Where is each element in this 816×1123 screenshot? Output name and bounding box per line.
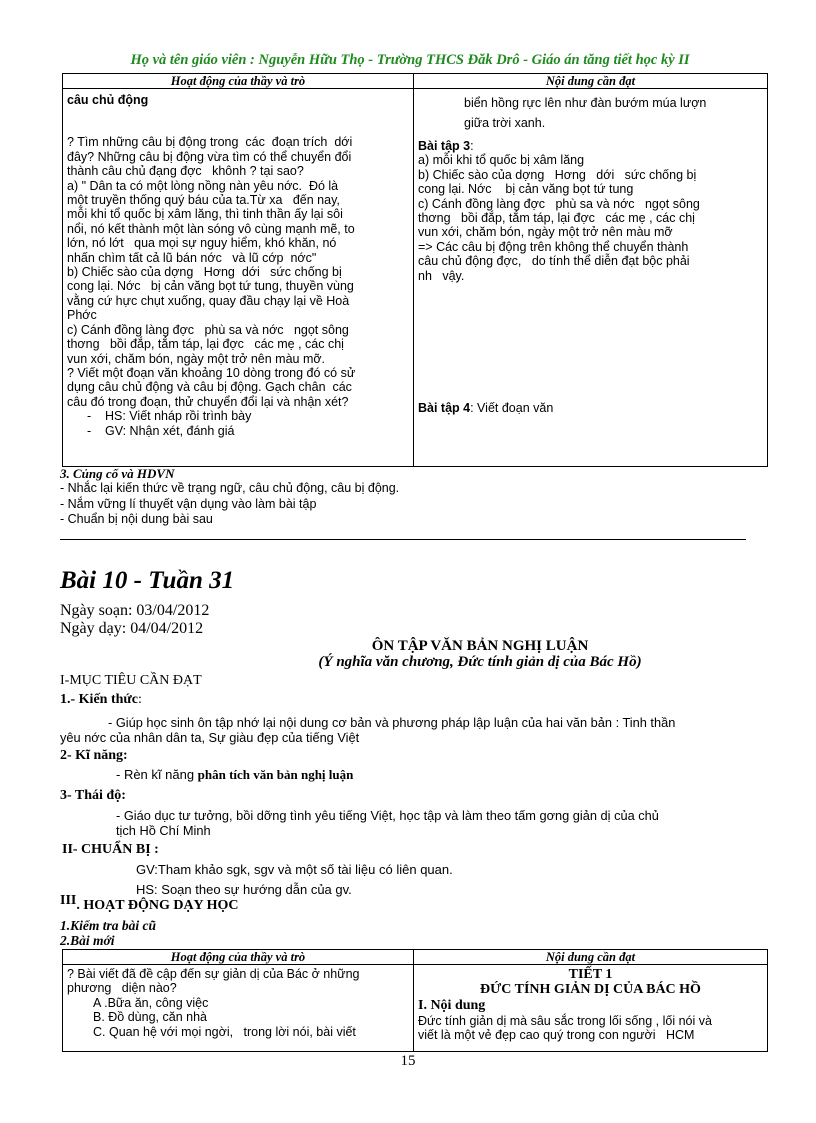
bt3-label: Bài tập 3: [418, 139, 471, 153]
subtitle: (Ý nghĩa văn chương, Đức tính giản dị của Bác Hồ): [318, 654, 642, 670]
bt3-heading: [418, 139, 763, 153]
tiet-label: TIẾT 1: [568, 967, 613, 982]
table2-left-line: phương diện nào?: [67, 981, 177, 996]
right-line: vun xới, chăm bón, ngày một trở nên màu mỡ: [418, 225, 673, 240]
left-line: dụng câu chủ động và câu bị động. Gạch chân các: [67, 380, 352, 395]
bullet-dash: -: [87, 409, 92, 424]
right-line: c) Cánh đồng làng đợc phù sa và nớc ngọt sông: [418, 196, 700, 211]
attitude-heading: 3- Thái độ:: [60, 788, 126, 803]
section-label: I. Nội dung: [418, 998, 486, 1013]
right-lines: [418, 153, 763, 283]
activity-table-1: [62, 73, 768, 467]
knowledge-line-2: yêu nớc của nhân dân ta, Sự giàu đẹp của tiếng Việt: [60, 730, 360, 745]
left-line: thơng bồi đắp, tắm táp, lại đợc các mẹ , các chị: [67, 337, 344, 352]
left-line: nổi, nó kết thành một làn sóng vô cùng mạnh mẽ, to: [67, 221, 355, 236]
table2-left-line: C. Quan hệ với mọi ngời, trong lời nói, bài viết: [93, 1024, 356, 1039]
consolidation-item: - Chuẩn bị nội dung bài sau: [60, 512, 213, 526]
table1-left-cell: [63, 89, 414, 467]
table2-left-line: B. Đồ dùng, căn nhà: [93, 1010, 207, 1025]
left-line: đây? Những câu bị động vừa tìm có thể chuyển đổi: [67, 149, 352, 164]
table2-right-cell: [414, 965, 768, 1052]
skills-bold: phân tích văn bản nghị luận: [197, 767, 354, 782]
left-line: ? Viết một đoạn văn khoảng 10 dòng trong đó có sử: [67, 365, 356, 380]
lesson-title: Bài 10 - Tuần 31: [60, 567, 235, 594]
right-line: thơng bồi đắp, tắm táp, lại đợc các mẹ , các chị: [418, 211, 695, 226]
left-line: một truyền thống quý báu của ta.Từ xa đến nay,: [67, 193, 340, 208]
left-line: b) Chiếc sào của dợng Hơng dới sức chống bị: [67, 265, 342, 280]
table2-left-cell: [63, 965, 414, 1052]
left-line: vằng cứ hực chụt xuống, quay đầu chạy lại về Hoà: [67, 293, 350, 308]
left-line: Phớc: [67, 308, 97, 323]
table2-left-line: A .Bữa ăn, công việc: [93, 995, 209, 1010]
table2-right-line: viết là một vẻ đẹp cao quý trong con người HCM: [418, 1028, 695, 1043]
right-line: a) mỗi khi tổ quốc bị xâm lăng: [418, 153, 585, 168]
bt4-line: [418, 401, 763, 415]
consolidation-item: - Nhắc lại kiến thức về trạng ngữ, câu chủ động, câu bị động.: [60, 481, 400, 495]
attitude-line-1: - Giáo dục tư tưởng, bồi dỡng tình yêu tiếng Việt, học tập và làm theo tấm gơng giản dị của chủ: [116, 808, 659, 823]
table1-col1-header: Hoạt động của thầy và trò: [63, 74, 414, 89]
table1-right-cell: [414, 89, 768, 467]
bt4-text: : Viết đoạn văn: [470, 401, 554, 416]
activity-table-2: [62, 949, 768, 1052]
main-title: ÔN TẬP VĂN BẢN NGHỊ LUẬN: [371, 638, 589, 654]
knowledge-heading: [60, 692, 142, 708]
right-line: nh vậy.: [418, 268, 465, 283]
knowledge-label: 1.- Kiến thức: [60, 692, 139, 707]
consolidation-item: - Nắm vững lí thuyết vận dụng vào làm bài tập: [60, 496, 317, 511]
left-line: nhấn chìm tất cả lũ bán nớc và lũ cớp nớc": [67, 250, 317, 265]
objectives-heading: I-MỤC TIÊU CẦN ĐẠT: [60, 673, 202, 688]
table2-right-title: ĐỨC TÍNH GIẢN DỊ CỦA BÁC HỒ: [480, 982, 701, 997]
right-line: cong lại. Nớc bị cản văng bọt tứ tung: [418, 182, 634, 197]
table2-right-line: Đức tính giản dị mà sâu sắc trong lối sống , lối nói và: [418, 1014, 712, 1028]
left-title: câu chủ động: [67, 93, 149, 107]
left-line: vun xới, chăm bón, ngày một trở nên màu mỡ.: [67, 351, 326, 366]
bt3-colon: :: [470, 139, 474, 153]
activities-heading: [60, 893, 239, 914]
date-prepared: Ngày soạn: 03/04/2012: [60, 602, 210, 619]
bt4-label: Bài tập 4: [418, 401, 471, 416]
right-top-lines: [418, 93, 763, 133]
left-line: lớn, nó lớt qua mọi sự nguy hiểm, khó khăn, nó: [67, 236, 337, 251]
bullet-text: GV: Nhận xét, đánh giá: [105, 423, 235, 438]
knowledge-colon: :: [138, 692, 142, 707]
consolidation-title: 3. Củng cố và HDVN: [60, 466, 175, 481]
left-line: cong lại. Nớc bị cản văng bọt tứ tung, thuyền vùng: [67, 279, 354, 294]
activities-sub2: 2.Bài mới: [60, 933, 115, 948]
table2-col2-header: Nội dung cần đạt: [414, 950, 768, 965]
activities-roman: III: [60, 893, 77, 908]
left-lines: [67, 135, 409, 409]
prep-gv: GV:Tham khảo sgk, sgv và một số tài liệu có liên quan.: [136, 862, 453, 877]
left-line: câu đó trong đoạn, thử chuyển đổi lại và nhận xét?: [67, 394, 349, 409]
table2-left-line: ? Bài viết đã đề cập đến sự giản dị của Bác ở những: [67, 967, 360, 981]
skills-prefix: - Rèn kĩ năng: [116, 767, 198, 782]
attitude-line-2: tịch Hồ Chí Minh: [116, 823, 211, 838]
skills-line: [116, 767, 353, 782]
left-bullet: [87, 409, 409, 423]
consolidation-section: [60, 466, 399, 528]
table2-left-lines: [67, 967, 409, 1039]
page-number: 15: [400, 1053, 416, 1069]
left-line: mỗi khi tổ quốc bị xâm lăng, thì tinh thần ấy lại sôi: [67, 207, 343, 222]
left-line: c) Cánh đồng làng đợc phù sa và nớc ngọt sông: [67, 322, 349, 337]
left-line: a) " Dân ta có một lòng nồng nàn yêu nớc. Đó là: [67, 178, 339, 193]
table1-col2-header: Nội dung cần đạt: [414, 74, 768, 89]
knowledge-line-1: - Giúp học sinh ôn tập nhớ lại nội dung cơ bản và phương pháp lập luận của hai văn bản : Tinh thần: [108, 715, 676, 730]
divider: [60, 539, 746, 540]
page-header: Họ và tên giáo viên : Nguyễn Hữu Thọ - Trường THCS Đăk Drô - Giáo án tăng tiết học kỳ II: [130, 52, 690, 68]
table2-col1-header: Hoạt động của thầy và trò: [63, 950, 414, 965]
bullet-dash: -: [87, 423, 92, 438]
table2-right-lines: [418, 1014, 763, 1043]
left-bullet: [87, 424, 409, 438]
bullet-text: HS: Viết nháp rồi trình bày: [105, 409, 252, 424]
left-line: ? Tìm những câu bị động trong các đoạn trích dới: [67, 135, 353, 150]
right-line: => Các câu bị động trên không thể chuyển thành: [418, 239, 689, 254]
skills-heading: 2- Kĩ năng:: [60, 748, 128, 763]
right-top-line: biển hồng rực lên như đàn bướm múa lượn: [464, 96, 707, 110]
right-top-line: giữa trời xanh.: [464, 116, 546, 130]
activities-sub1: 1.Kiểm tra bài cũ: [60, 918, 157, 933]
left-bullets: [67, 409, 409, 438]
right-line: câu chủ động đợc, do tính thể diễn đạt bộc phải: [418, 254, 690, 269]
prep-hs: HS: Soạn theo sự hướng dẫn của gv.: [136, 882, 352, 897]
right-line: b) Chiếc sào của dợng Hơng dới sức chống bị: [418, 167, 697, 182]
left-line: thành câu chủ đạng đợc khônh ? tại sao?: [67, 164, 304, 179]
consolidation-items: [60, 481, 399, 528]
activities-title: . HOẠT ĐỘNG DẠY HỌC: [76, 898, 239, 913]
prep-heading: II- CHUẨN BỊ :: [62, 842, 159, 857]
date-taught: Ngày dạy: 04/04/2012: [60, 620, 204, 637]
